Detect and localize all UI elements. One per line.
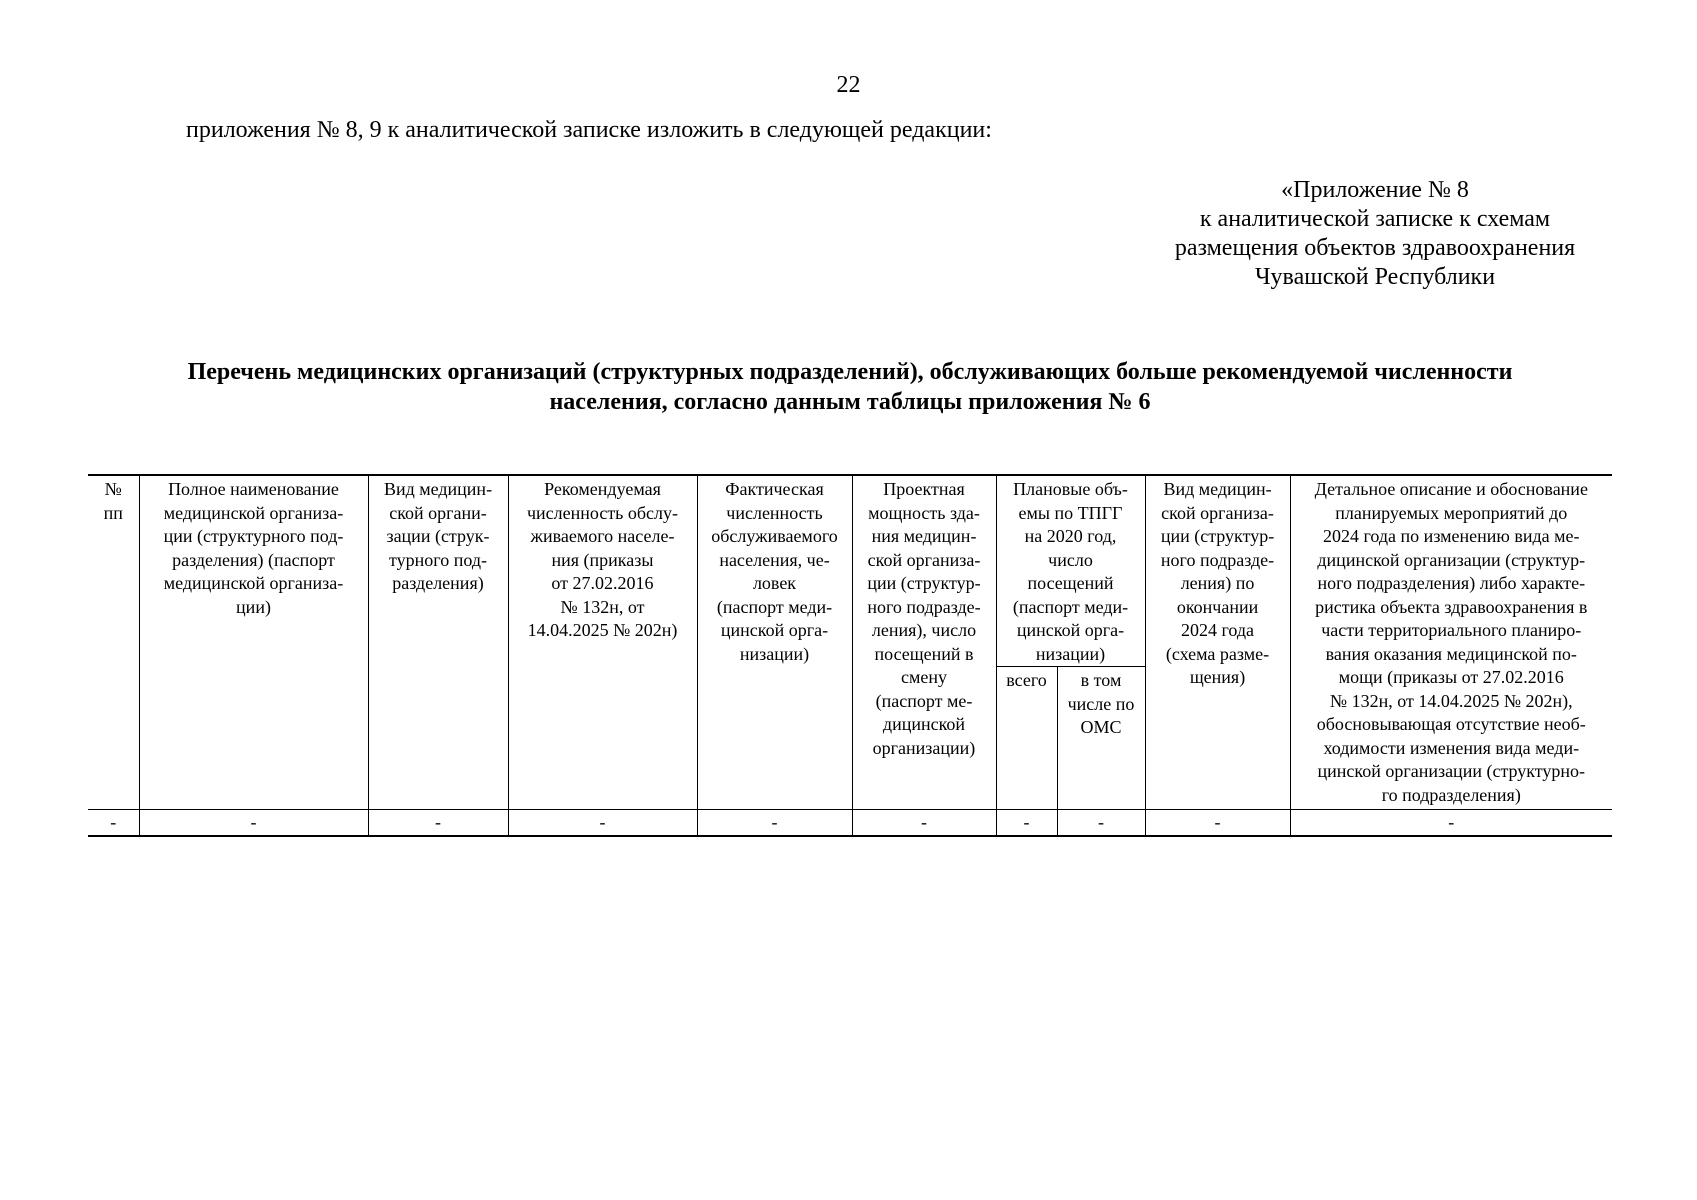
table-cell: - — [1145, 810, 1290, 836]
header-text: Детальное описание и обоснование — [1314, 479, 1588, 499]
header-text: ния медицин- — [871, 526, 977, 546]
header-text: ции (структур- — [867, 573, 981, 593]
header-text: цинской орга- — [720, 620, 829, 640]
header-text: ции (структур- — [1160, 526, 1275, 546]
header-text: (схема разме- — [1165, 643, 1270, 664]
table-cell: - — [88, 810, 139, 836]
header-text: обосновывающая отсутствие необ- — [1316, 714, 1586, 734]
table-cell: - — [139, 810, 368, 836]
header-org-type — [368, 475, 508, 810]
header-org-type-2024 — [1145, 475, 1290, 810]
appendix-line: «Приложение № 8 — [1281, 177, 1469, 203]
header-text: живаемого населе- — [530, 526, 675, 546]
header-text: 2024 года по изменению вида ме- — [1322, 526, 1580, 546]
header-text: го подразделения) — [1381, 784, 1521, 805]
header-text: медицинской организа- — [163, 502, 344, 523]
organizations-table — [88, 474, 1612, 837]
header-text: 2024 года — [1180, 620, 1255, 640]
header-text: емы по ТПГГ — [1018, 502, 1123, 523]
header-text: № 132н, от 14.04.2025 № 202н), — [1329, 690, 1573, 711]
header-text: ской организа- — [867, 549, 981, 570]
header-text: цинской организации (структурно- — [1317, 761, 1586, 781]
header-text: низации) — [1035, 643, 1106, 664]
header-text: посещений в — [874, 643, 974, 664]
header-text: вания оказания медицинской по- — [1325, 643, 1577, 664]
header-text: пп — [103, 502, 123, 523]
header-text: ного подразде- — [1160, 549, 1275, 570]
title-line: Перечень медицинских организаций (структурных подразделений), обслуживающих больше рекомендуемой численности — [187, 359, 1513, 385]
header-text: Плановые объ- — [1013, 479, 1128, 499]
header-text: (паспорт меди- — [716, 596, 833, 617]
header-text: ния (приказы — [551, 549, 654, 570]
header-text: мощи (приказы от 27.02.2016 — [1338, 667, 1564, 687]
header-text: № 132н, от — [560, 596, 645, 617]
header-text: мощность зда- — [868, 502, 980, 523]
header-including-oms — [1057, 667, 1145, 810]
header-full-name — [139, 475, 368, 810]
header-text: Фактическая — [725, 479, 824, 499]
header-text: ного подразде- — [867, 596, 981, 617]
header-text: окончании — [1176, 596, 1259, 617]
title-line: населения, согласно данным таблицы приложения № 6 — [549, 389, 1151, 415]
header-text: щения) — [1189, 667, 1246, 687]
header-text: разделения) (паспорт — [172, 549, 335, 570]
header-text: ловек — [752, 573, 797, 593]
table-cell: - — [508, 810, 697, 836]
header-text: число — [1048, 549, 1093, 570]
header-text: обслуживаемого — [711, 526, 838, 546]
header-text: Вид медицин- — [383, 479, 493, 499]
header-text: посещений — [1027, 573, 1114, 593]
header-text: организации) — [872, 737, 976, 758]
header-actual-population — [697, 475, 852, 810]
table-cell: - — [368, 810, 508, 836]
page-number: 22 — [836, 72, 861, 98]
header-text: медицинской организа- — [163, 573, 344, 593]
header-text: турного под- — [389, 549, 487, 570]
header-text: части территориального планиро- — [1321, 620, 1582, 640]
header-text: Рекомендуемая — [544, 479, 661, 499]
table-cell: - — [996, 810, 1057, 836]
appendix-line: к аналитической записке к схемам — [1199, 206, 1551, 232]
header-text: всего — [1006, 670, 1047, 690]
appendix-reference — [1130, 176, 1620, 292]
appendix-line: размещения объектов здравоохранения — [1174, 235, 1576, 261]
table-row — [88, 810, 1612, 836]
header-text: от 27.02.2016 — [551, 573, 654, 593]
header-text: Вид медицин- — [1163, 479, 1272, 499]
header-recommended-population — [508, 475, 697, 810]
header-text: численность обслу- — [526, 502, 679, 523]
header-text: 14.04.2025 № 202н) — [527, 620, 678, 640]
header-text: цинской орга- — [1016, 620, 1125, 640]
header-text: разделения) — [392, 573, 484, 593]
header-text: планируемых мероприятий до — [1335, 502, 1568, 523]
header-text: Проектная — [883, 479, 965, 499]
intro-text: приложения № 8, 9 к аналитической записке изложить в следующей редакции: — [186, 117, 992, 143]
header-total — [996, 667, 1057, 810]
table-cell: - — [1290, 810, 1612, 836]
header-text: низации) — [739, 643, 810, 664]
header-text: ской организа- — [1161, 502, 1274, 523]
header-text: на 2020 год, — [1024, 526, 1117, 546]
header-text: в том — [1080, 670, 1122, 690]
table-cell: - — [852, 810, 996, 836]
header-text: населения, че- — [719, 549, 830, 570]
table-cell: - — [697, 810, 852, 836]
header-text: ления), число — [871, 620, 977, 640]
header-text: (паспорт меди- — [1012, 596, 1129, 617]
header-text: ходимости изменения вида меди- — [1323, 737, 1580, 758]
header-text: ОМС — [1080, 717, 1122, 737]
header-text: дицинской — [882, 714, 966, 734]
header-text: дицинской организации (структур- — [1317, 549, 1586, 570]
header-text: (паспорт ме- — [875, 690, 973, 711]
header-text: ской органи- — [389, 502, 487, 523]
header-text: численность — [726, 502, 823, 523]
header-text: ристика объекта здравоохранения в — [1315, 596, 1588, 617]
header-text: смену — [900, 667, 947, 687]
header-text: числе по — [1067, 693, 1135, 714]
header-row — [88, 475, 1612, 667]
header-planned-volumes — [996, 475, 1145, 667]
document-title — [90, 357, 1610, 417]
header-detailed-description — [1290, 475, 1612, 810]
header-text: ции) — [236, 596, 271, 617]
table-cell: - — [1057, 810, 1145, 836]
header-text: Полное наименование — [168, 479, 339, 499]
header-text: ления) по — [1180, 573, 1255, 593]
header-text: ции (структурного под- — [163, 526, 344, 546]
header-design-capacity — [852, 475, 996, 810]
header-num — [88, 475, 139, 810]
header-text: зации (струк- — [386, 526, 490, 546]
header-text: ного подразделения) либо характе- — [1317, 573, 1586, 593]
appendix-line: Чувашской Республики — [1254, 264, 1496, 290]
header-text: № — [104, 479, 122, 499]
